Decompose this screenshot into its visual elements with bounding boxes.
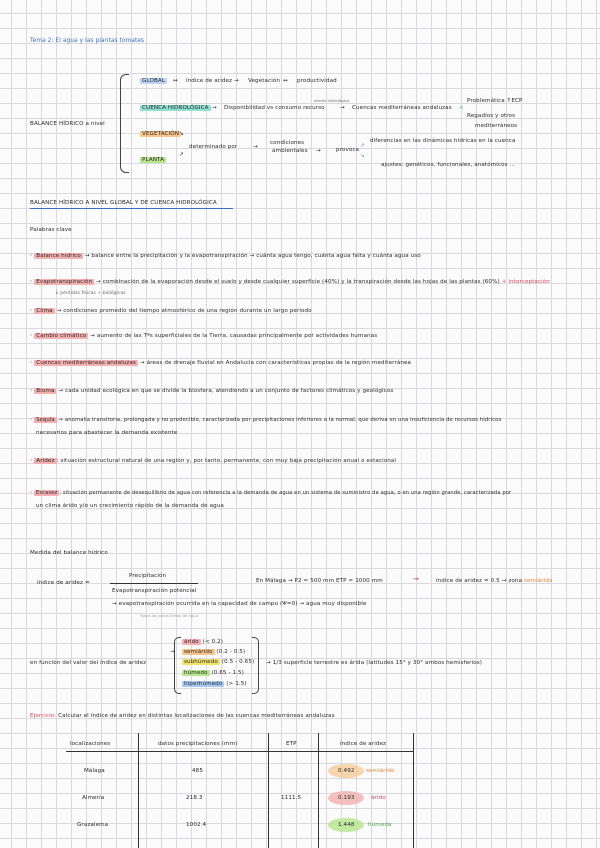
term-def: : situación estructural natural de una región y, por tanto, permanente, con muy baja precipitación anual o estacional: [56, 458, 397, 464]
arrow-icon: ↔: [173, 78, 178, 84]
table-cell-prec: 218.3: [186, 795, 203, 801]
page-title: Tema 2: El agua y las plantas tomates: [30, 38, 145, 44]
arrow-icon: <: [459, 105, 464, 111]
term-def: → áreas de drenaje fluvial en Andalucía con características propias de la región mediterránea: [139, 360, 412, 366]
determinado-text: determinado por: [189, 144, 238, 150]
zone-range: (0.65 - 1.5): [211, 670, 244, 676]
table-col-rule: [138, 733, 139, 848]
bullet-icon: ·: [30, 279, 35, 285]
term-def-cont: necesarios para abastecer la demanda existente: [36, 430, 178, 436]
table-header: ETP: [286, 741, 297, 747]
term-def: : situación permanente de desequilibrio de agua con referencia a la demanda de agua en un sistema de suministro de agua, o en una región grande, caracterizada por: [59, 490, 512, 496]
planta-tag: PLANTA: [142, 157, 165, 163]
ambientales-text: ambientales: [272, 148, 308, 154]
section-heading: BALANCE HÍDRICO A NIVEL GLOBAL Y DE CUENCA HIDROLÓGICA: [30, 200, 217, 206]
mediterraneas-text: mediterráneos: [475, 123, 518, 129]
bullet-icon: ·: [30, 253, 35, 259]
table-cell-zone: semiárido: [366, 768, 395, 774]
term-def-cont: un clima árido y/o un crecimiento rápido de la demanda de agua: [36, 503, 224, 509]
ejercicio-label: Ejercicio:: [30, 713, 57, 719]
estres-note: estrés hidrológico: [314, 98, 350, 103]
zone-semiarido: semiárido: [184, 649, 213, 655]
zone-range: (< 0.2): [202, 639, 224, 645]
table-cell-index: 1.448: [338, 822, 355, 828]
term-balance: Balance hídrico: [36, 253, 81, 259]
table-header: localizaciones: [70, 741, 111, 747]
term-evapotranspiracion: Evapotranspiración: [36, 279, 93, 285]
zone-subhumedo: subhúmedo: [184, 659, 218, 665]
medida-heading: Medida del balance hídrico: [30, 550, 108, 556]
table-cell-index: 0.492: [338, 768, 355, 774]
zone-range: (0.5 - 0.65): [221, 659, 255, 665]
condiciones-text: condiciones: [270, 140, 305, 146]
malaga-zone: semiárida: [523, 578, 553, 584]
fraction-line: [110, 583, 198, 584]
term-sequia: Sequía: [36, 417, 55, 423]
regadios-text: Regadíos y otros: [467, 113, 516, 119]
cuenca-tag: CUENCA HIDROLÓGICA: [142, 105, 209, 111]
vegetacion-tag: VEGETACIÓN: [142, 131, 180, 137]
term-bioma: Bioma: [36, 388, 55, 394]
zone-range: (0.2 - 0.5): [216, 649, 246, 655]
arrow-icon: ↘: [179, 131, 184, 137]
term-def: → condiciones promedio del tiempo atmosférico de una región durante un largo periodo: [56, 308, 312, 314]
arrow-icon: ↔: [283, 78, 288, 84]
denominator: Evapotranspiración potencial: [112, 588, 197, 594]
numerator: Precipitación: [129, 573, 167, 579]
table-cell-zone: húmeda: [368, 822, 392, 828]
table-cell-loc: Almería: [82, 795, 105, 801]
table-header: índice de aridez: [340, 741, 387, 747]
term-cambio: Cambio climático: [36, 333, 87, 339]
table-cell-loc: Málaga: [84, 768, 105, 774]
table-cell-loc: Grazalema: [77, 822, 109, 828]
global-tag: GLOBAL: [142, 78, 166, 84]
arrow-icon: →: [170, 648, 176, 655]
table-col-rule: [268, 733, 269, 848]
bullet-icon: ·: [30, 458, 35, 464]
table-cell-zone: árido: [371, 795, 386, 801]
funcion-label: en función del valor del índice de aridez: [30, 660, 147, 666]
term-subnote: ↳ pérdidas físicas + biológicas: [55, 291, 126, 296]
zone-hiperhumedo: hiperhúmedo: [184, 681, 223, 687]
bullet-icon: ·: [30, 308, 35, 314]
malaga-data: En Málaga → P2 ≈ 500 mm ETP ≈ 1000 mm: [256, 578, 383, 584]
term-escasez: Escasez: [35, 490, 58, 496]
formula-label: índice de aridez =: [37, 580, 90, 586]
table-cell-etp: 1111.5: [281, 795, 302, 801]
main-bracket: [120, 74, 129, 173]
indice-aridez-text: índice de aridez: [186, 78, 233, 84]
vegetacion-text: Vegetación: [248, 78, 281, 84]
arrow-icon: →: [340, 105, 345, 111]
table-col-rule: [318, 733, 319, 848]
table-cell-prec: 485: [192, 768, 203, 774]
arrow-icon: →: [316, 148, 321, 154]
table-header: datos precipitaciones (mm): [158, 741, 238, 747]
arrow-icon: ↗: [360, 143, 365, 149]
arrow-icon: →: [212, 105, 217, 111]
provoca-text: provoca: [336, 147, 360, 153]
palabras-clave: Palabras clave: [30, 227, 72, 233]
term-def: → balance entre la precipitación y la evapotranspiración → cuánta agua tengo, cuánta agua falta y cuánta agua uso: [84, 253, 421, 259]
cuencas-med-text: Cuencas mediterráneas andaluzas: [352, 105, 452, 111]
arrow-icon: →: [253, 144, 258, 150]
term-extra: + interceptación: [501, 279, 550, 285]
capacity-note: → evapotranspiración ocurrida en la capacidad de campo (Ψ=0) → agua muy disponible: [112, 601, 367, 607]
bullet-icon: ·: [30, 360, 35, 366]
bullet-icon: ·: [30, 333, 35, 339]
term-def: → anomalía transitoria, prolongada y no predecible, caracterizada por precipitaciones inferiores a la normal, que deriva en una insuficiencia de recursos hídricos: [58, 417, 502, 423]
zones-note: → 1/3 superficie terrestre es árida (latitudes 15° y 30° ambos hemisferios): [266, 660, 483, 666]
malaga-result: índice de aridez = 0.5 → zona: [436, 578, 523, 584]
arrow-icon: ↗: [179, 152, 184, 158]
term-def: → aumento de las Tªs superficiales de la Tierra, causadas principalmente por actividades humanas: [90, 333, 378, 339]
table-cell-index: 0.193: [338, 795, 355, 801]
zone-arido: árido: [184, 639, 199, 645]
bullet-icon: ·: [30, 490, 34, 496]
disponibilidad-text: Disponibilidad vs consumo recurso: [224, 105, 325, 111]
term-def: → cada unidad ecológica en que se divide la biosfera, atendiendo a un conjunto de factores climáticos y geológicos: [58, 388, 394, 394]
zone-humedo: húmedo: [184, 670, 208, 676]
zones-bracket-right: [252, 637, 259, 694]
productividad-text: productividad: [297, 78, 337, 84]
table-header-rule: [66, 751, 414, 752]
diferencias-text: diferencias en las dinámicas hídricas en la cuenca: [370, 138, 516, 144]
problematica-text: Problemática ↑ECP: [467, 98, 523, 104]
arrow-icon: ↘: [360, 153, 365, 159]
poros-note: Todos los poros llenos de agua: [140, 614, 198, 618]
term-aridez: Aridez: [36, 458, 55, 464]
bullet-icon: ·: [30, 417, 35, 423]
ajustes-text: ajustes: genéticos, funcionales, anatómicos ...: [381, 162, 516, 168]
balance-label: BALANCE HÍDRICO a nivel: [30, 121, 105, 127]
table-cell-prec: 1002.4: [186, 822, 207, 828]
arrow-icon: ➞: [413, 575, 419, 583]
term-cuencas: Cuencas mediterráneas andaluzas: [36, 360, 137, 366]
term-def: → combinación de la evaporación desde el suelo y desde cualquier superficie (40%) y la transpiración desde las hojas de las plantas (60%): [96, 279, 500, 285]
bullet-icon: ·: [30, 388, 35, 394]
table-col-rule: [413, 733, 414, 848]
ejercicio-text: Calcular el índice de aridez en distintas localizaciones de las cuencas mediterráneas andaluzas: [58, 713, 335, 719]
zones-bracket: [174, 637, 181, 694]
zone-range: (> 1.5): [226, 681, 247, 687]
heading-underline: [30, 208, 233, 209]
arrow-icon: →: [234, 78, 239, 84]
term-clima: Clima: [36, 308, 53, 314]
